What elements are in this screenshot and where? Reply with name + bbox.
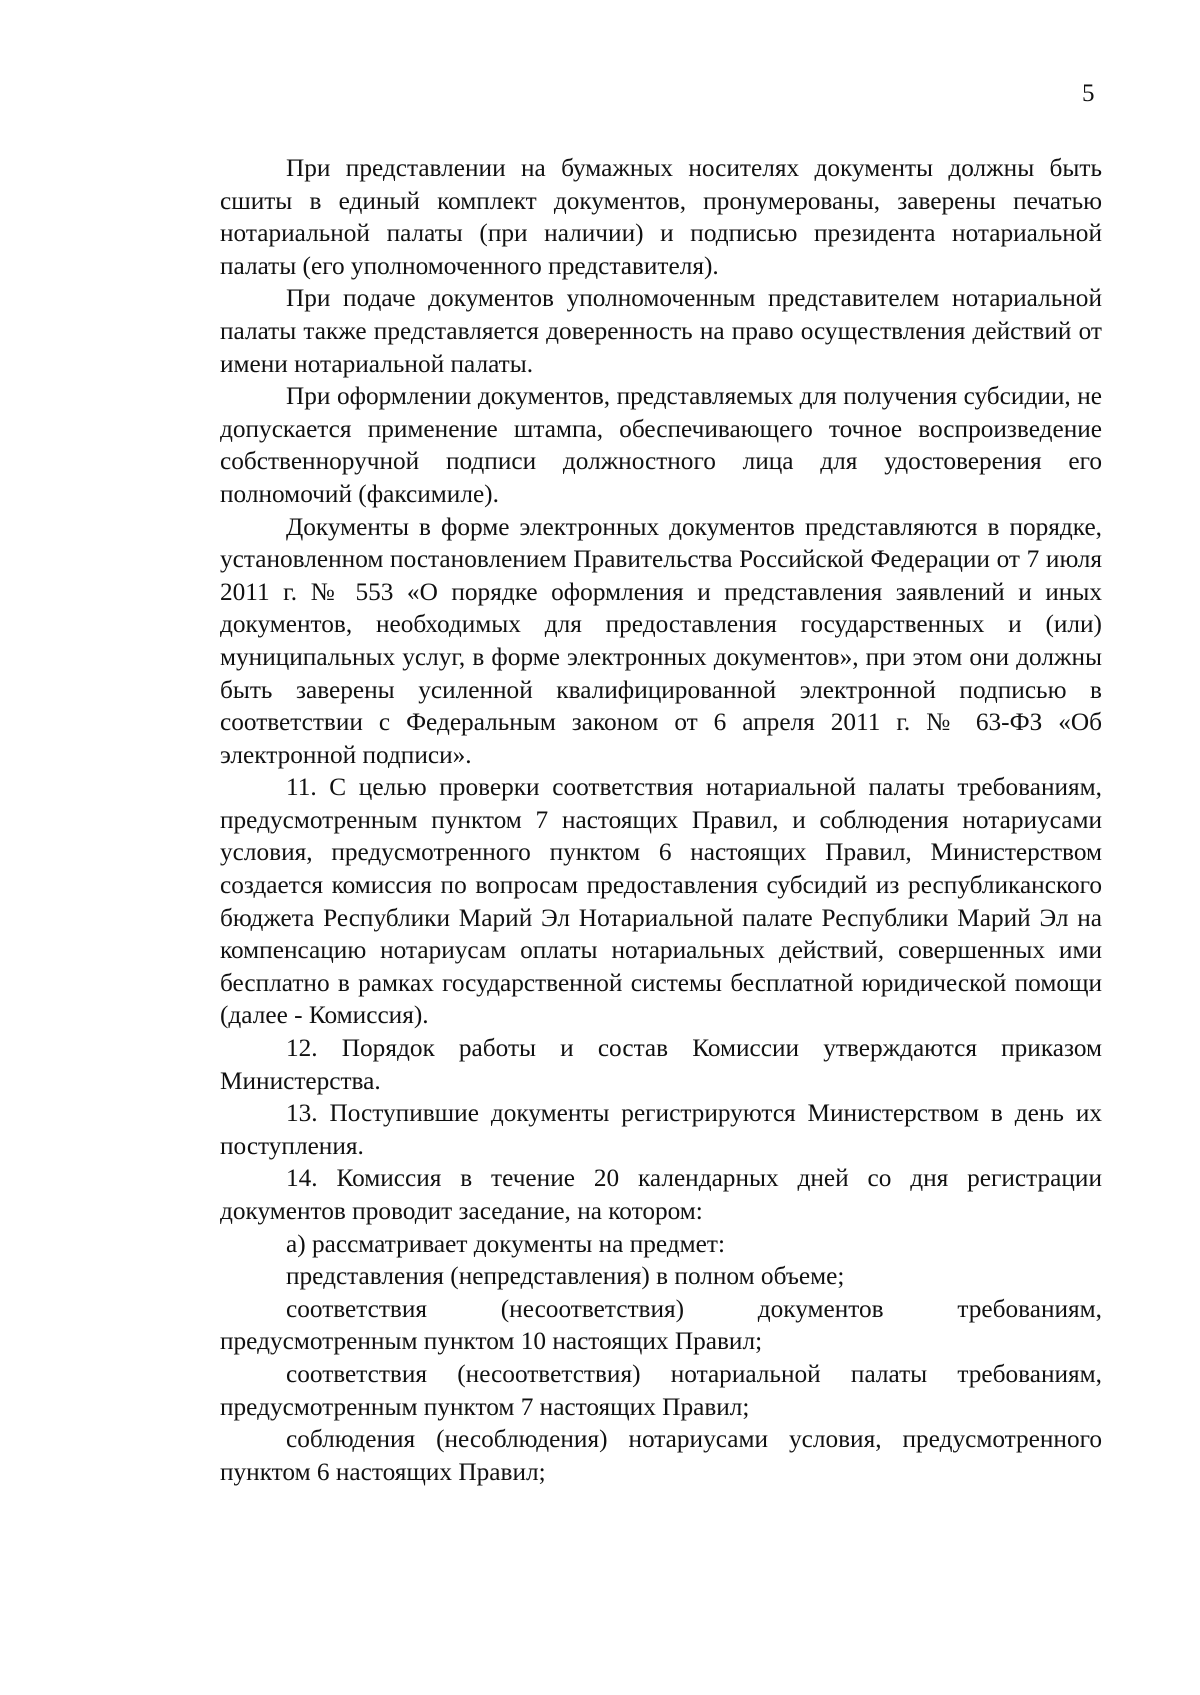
paragraph-subitem-a: а) рассматривает документы на предмет: [286, 1229, 725, 1258]
paragraph-item-11-commission: 11. С целью проверки соответствия нотариальной палаты требованиям, предусмотренным пунктом 7 настоящих Правил, и соблюдения нотариусами условия, предусмотренного пунктом 6 настоящих Правил, Министерством создается комиссия по вопросам предоставления субсидий из республиканского бюджета Республики Марий Эл Нотариальной палате Республики Марий Эл на компенсацию нотариусам оплаты нотариальных действий, совершенных ими бесплатно в рамках государственной системы бесплатной юридической помощи (далее - Комиссия). [220, 773, 1102, 1030]
paragraph-electronic-documents: Документы в форме электронных документов представляются в порядке, установленном постановлением Правительства Российской Федерации от 7 июля 2011 г. № 553 «О порядке оформления и представления заявлений и иных документов, необходимых для предоставления государственных и (или) муниципальных услуг, в форме электронных документов», при этом они должны быть заверены усиленной квалифицированной электронной подписью в соответствии с Федеральным законом от 6 апреля 2011 г. № 63-ФЗ «Об электронной подписи». [220, 512, 1102, 769]
paragraph-documents-compliance: соответствия (несоответствия) документов требованиям, предусмотренным пунктом 10 настоящих Правил; [220, 1294, 1102, 1356]
paragraph-item-14-meeting: 14. Комиссия в течение 20 календарных дней со дня регистрации документов проводит заседание, на котором: [220, 1164, 1102, 1225]
paragraph-paper-submission: При представлении на бумажных носителях документы должны быть сшиты в единый комплект документов, пронумерованы, заверены печатью нотариальной палаты (при наличии) и подписью президента нотариальной палаты (его уполномоченного представителя). [220, 154, 1102, 280]
paragraph-chamber-compliance: соответствия (несоответствия) нотариальной палаты требованиям, предусмотренным пунктом 7 настоящих Правил; [220, 1359, 1102, 1421]
paragraph-completeness: представления (непредставления) в полном объеме; [286, 1262, 845, 1291]
paragraph-item-12-procedure: 12. Порядок работы и состав Комиссии утверждаются приказом Министерства. [220, 1034, 1102, 1095]
paragraph-power-of-attorney: При подаче документов уполномоченным представителем нотариальной палаты также представляется доверенность на право осуществления действий от имени нотариальной палаты. [220, 284, 1102, 378]
document-body [220, 152, 1102, 1488]
page-number: 5 [1082, 80, 1095, 107]
paragraph-facsimile-prohibition: При оформлении документов, представляемых для получения субсидии, не допускается применение штампа, обеспечивающего точное воспроизведение собственноручной подписи должностного лица для удостоверения его полномочий (факсимиле). [220, 382, 1102, 508]
paragraph-item-13-registration: 13. Поступившие документы регистрируются Министерством в день их поступления. [220, 1099, 1102, 1160]
paragraph-notaries-condition: соблюдения (несоблюдения) нотариусами условия, предусмотренного пунктом 6 настоящих Правил; [220, 1425, 1102, 1486]
